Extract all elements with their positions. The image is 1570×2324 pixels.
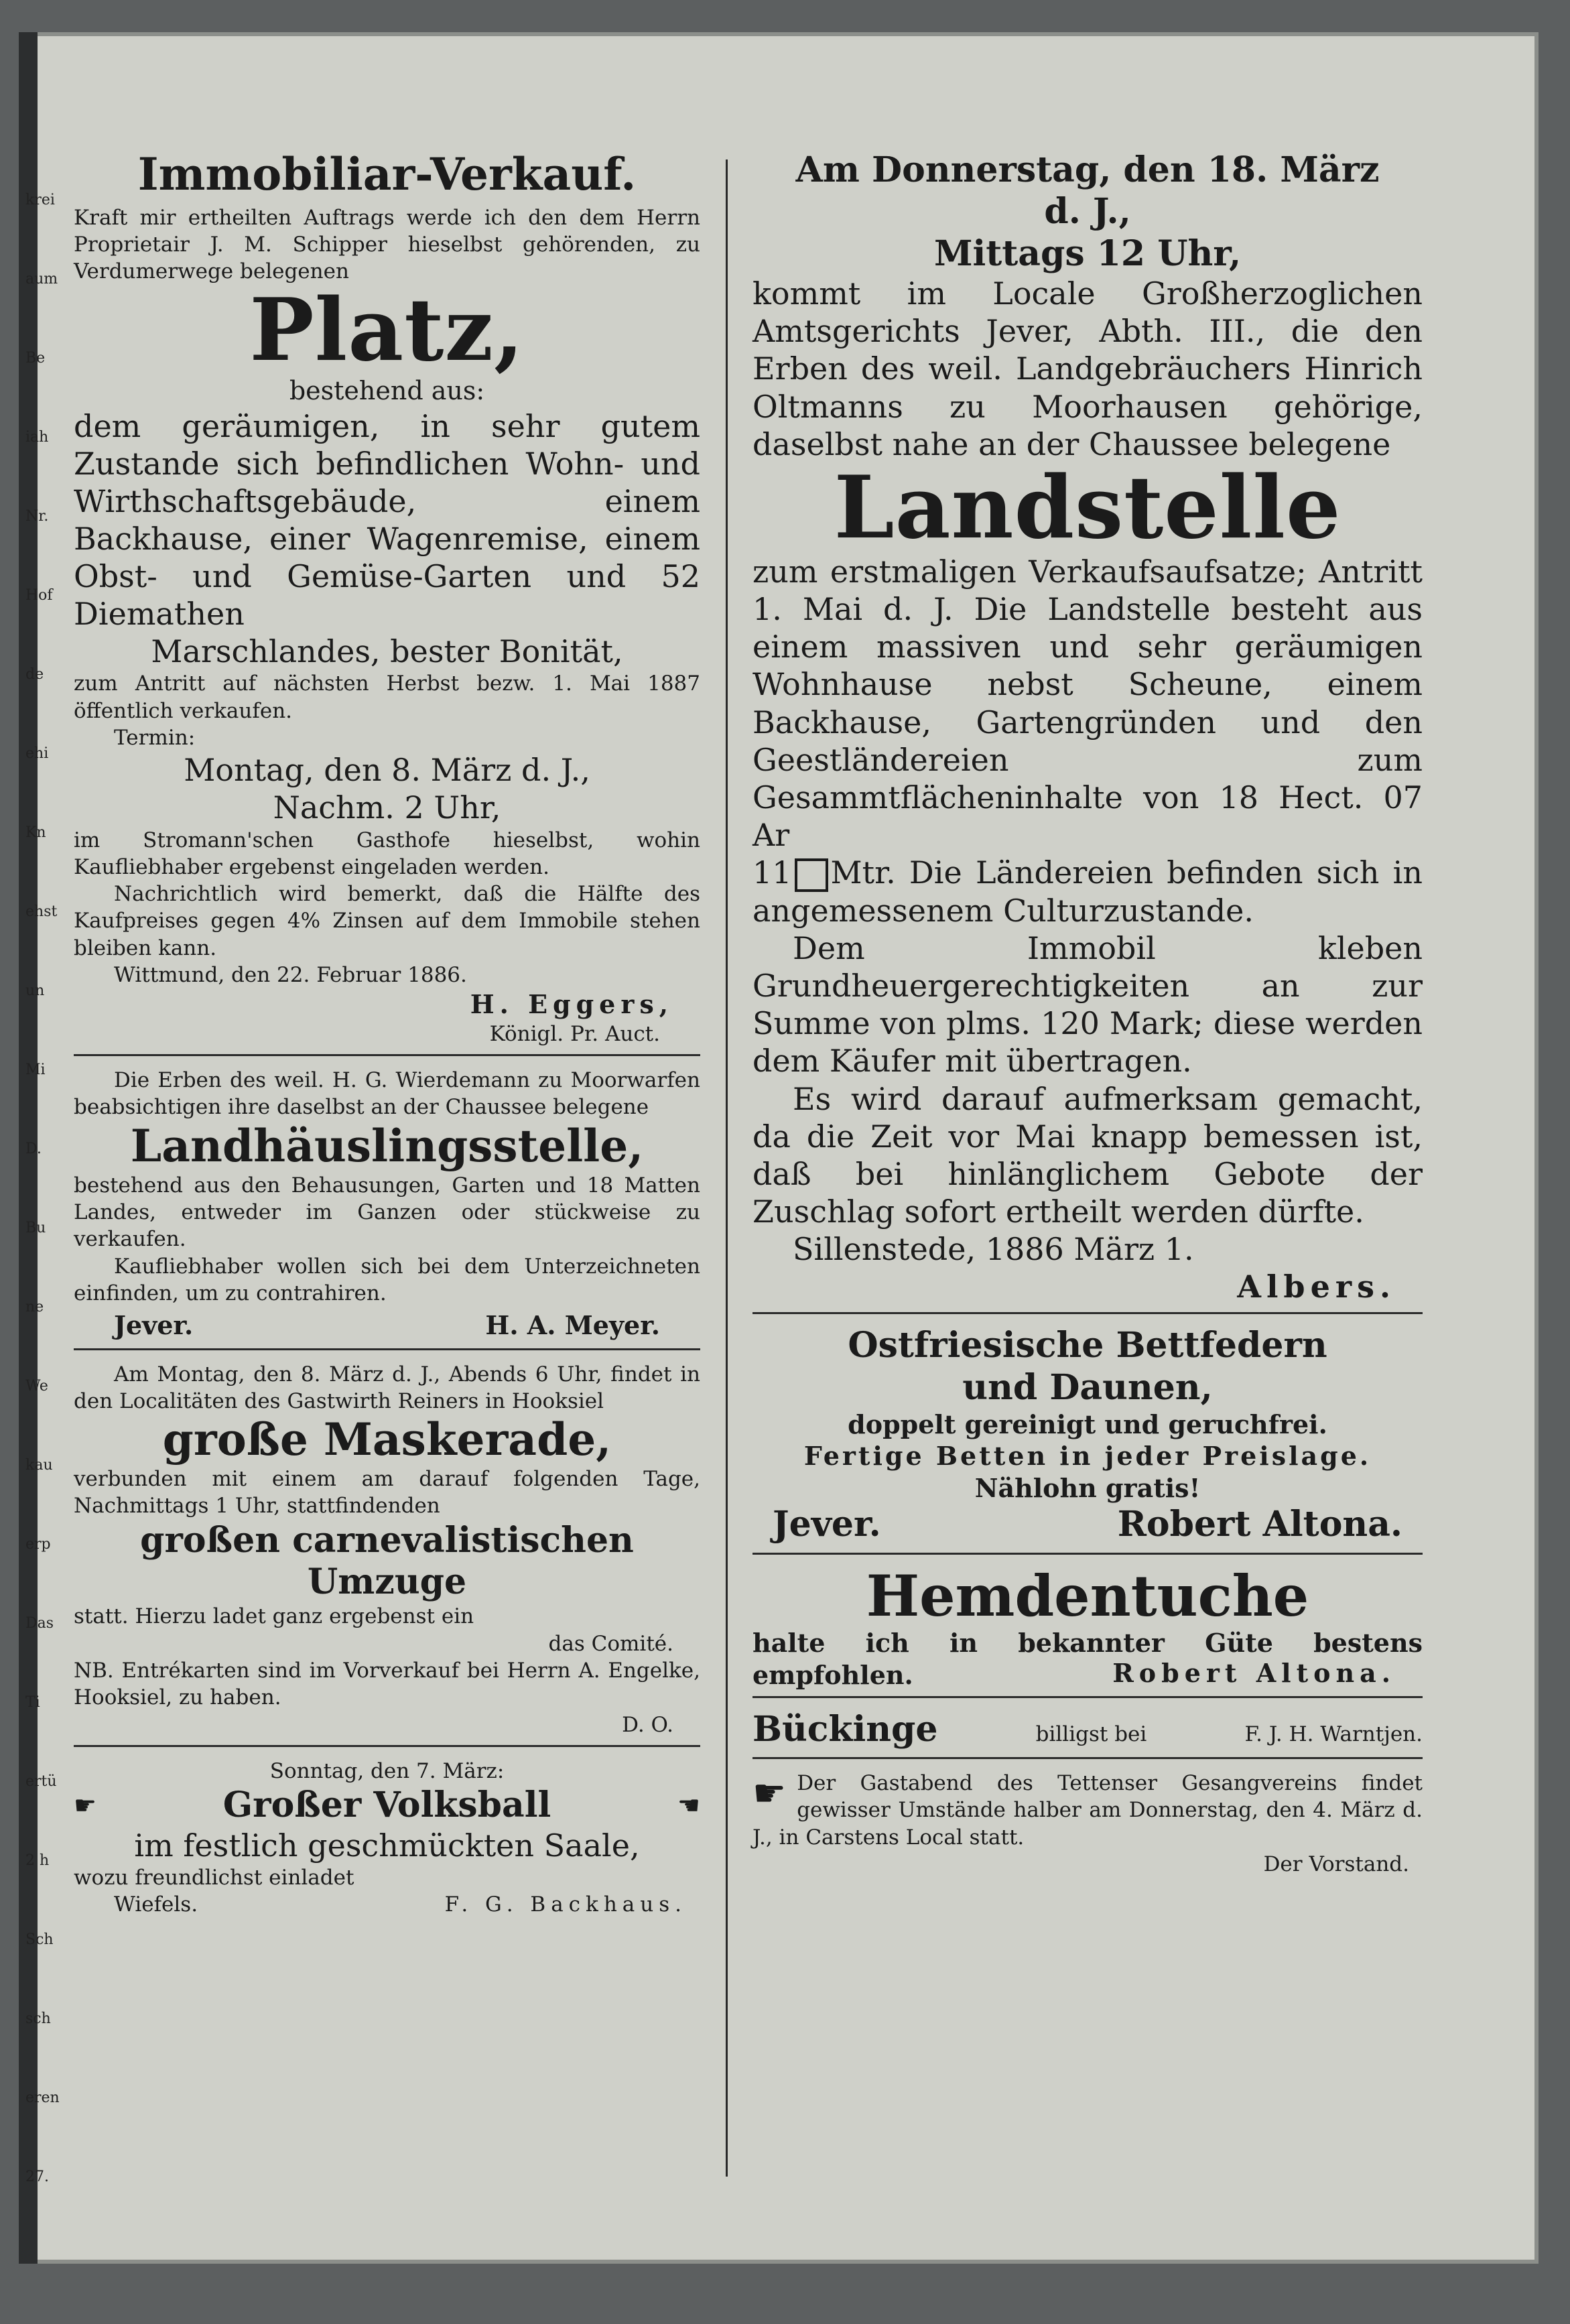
ad-signature: das Comité. [548, 1631, 673, 1656]
ad-nb-signature: D. O. [622, 1712, 673, 1737]
ad-place: Jever. [114, 1310, 194, 1341]
binding-fragment: Ti [25, 1694, 40, 1711]
ad-line-3: Nählohn gratis! [974, 1472, 1201, 1503]
ad-title: Hemdentuche [866, 1562, 1309, 1629]
ad-title: große Maskerade, [162, 1413, 612, 1466]
pointing-hand-right-icon: ☛ [753, 1772, 787, 1816]
pointing-hand-right-icon: ☛ [74, 1791, 97, 1821]
binding-margin [24, 32, 58, 2264]
binding-fragment: un [25, 982, 45, 999]
ad-description-2: Dem Immobil kleben Grundheuergerechtigkeiten an zur Summe von plms. 120 Mark; diese werden dem Käufer mit übertragen. [753, 930, 1423, 1080]
ad-date: Sonntag, den 7. März: [269, 1758, 505, 1783]
ad-invite: statt. Hierzu ladet ganz ergebenst ein [74, 1604, 474, 1629]
ad-title: Großer Volksball [222, 1785, 551, 1826]
binding-fragment: D. [25, 1141, 42, 1157]
ad-intro: kommt im Locale Großherzoglichen Amtsgerichts Jever, Abth. III., die den Erben des weil. Landgebräuchers Hinrich Oltmanns zu Moorhausen gehörige, daselbst nahe an der Chaussee belegene [753, 275, 1423, 462]
binding-fragment: 2 h [25, 1852, 50, 1869]
ad-title: Bückinge [753, 1708, 938, 1750]
binding-fragment: Kn [25, 824, 46, 841]
rule [753, 1696, 1423, 1698]
ad-intro: Kraft mir ertheilten Auftrags werde ich den dem Herrn Proprietair J. M. Schipper hieselbst gehörenden, zu Verdumerwege belegenen [74, 205, 700, 284]
ad-landstelle [753, 149, 1423, 1305]
ad-place: im Stromann'schen Gasthofe hieselbst, wohin Kaufliebhaber ergebenst eingeladen werden. [74, 828, 700, 879]
ad-description: halte ich in bekannter Güte bestens empfohlen. [753, 1628, 1423, 1690]
ad-description: dem geräumigen, in sehr gutem Zustande sich befindlichen Wohn- und Wirthschaftsgebäude, einem Backhause, einer Wagenremise, einem Obst- und Gemüse-Garten und 52 Diemathen [74, 407, 700, 633]
rule [74, 1745, 700, 1747]
binding-fragment: aum [25, 271, 58, 287]
binding-fragment: Nr. [25, 508, 49, 525]
ad-date: Montag, den 8. März d. J., [184, 752, 590, 789]
ad-bettfedern [753, 1325, 1423, 1546]
ad-intro: Die Erben des weil. H. G. Wierdemann zu Moorwarfen beabsichtigen ihre daselbst an der Chaussee belegene [74, 1068, 700, 1120]
ad-description: bestehend aus den Behausungen, Garten und 18 Matten Landes, entweder im Ganzen oder stückweise zu verkaufen. [74, 1173, 700, 1252]
binding-fragment: ertü [25, 1773, 57, 1790]
ad-signature: F. J. H. Warntjen. [1244, 1722, 1423, 1746]
ad-title: Landhäuslingsstelle, [130, 1119, 644, 1172]
ad-title: Immobiliar-Verkauf. [137, 148, 637, 200]
binding-fragment: Sch [25, 1931, 54, 1948]
ad-signature: Albers. [1237, 1269, 1396, 1305]
ad-place-2: Wiefels. [114, 1892, 198, 1917]
left-column [74, 149, 700, 1918]
binding-fragment: Be [25, 350, 46, 367]
area-text: Mtr. Die Ländereien befinden sich in angemessenem Culturzustande. [753, 854, 1423, 929]
ad-gastabend [753, 1770, 1423, 1878]
ad-signature: Robert Altona. [1112, 1658, 1396, 1689]
binding-fragment: kau [25, 1457, 53, 1474]
ad-description-2: Marschlandes, bester Bonität, [151, 633, 623, 670]
binding-fragment: ehi [25, 745, 49, 762]
ad-bueckinge [753, 1709, 1423, 1750]
ad-role: Königl. Pr. Auct. [489, 1021, 660, 1046]
pointing-hand-left-icon: ☚ [677, 1791, 700, 1821]
ad-title-2: großen carnevalistischen [140, 1519, 634, 1561]
ad-place: Jever. [773, 1504, 881, 1545]
ad-line-2: Fertige Betten in jeder Preislage. [803, 1441, 1372, 1472]
binding-fragment: eren [25, 2089, 60, 2106]
ad-dateline: Sillenstede, 1886 März 1. [793, 1230, 1194, 1267]
binding-fragment: iah [25, 429, 49, 446]
ad-title-3: Umzuge [307, 1561, 467, 1603]
ad-note: Kaufliebhaber wollen sich bei dem Unterzeichneten einfinden, um zu contrahiren. [74, 1254, 700, 1305]
ad-dateline: Wittmund, den 22. Februar 1886. [114, 963, 467, 988]
ad-description-area [753, 854, 1423, 929]
ad-hemdentuche [753, 1562, 1423, 1690]
ad-termin-label: Termin: [114, 726, 196, 751]
ad-place: im festlich geschmückten Saale, [134, 1827, 640, 1864]
right-column [753, 149, 1423, 1878]
binding-fragment: krei [25, 192, 55, 208]
ad-head-1: Am Donnerstag, den 18. März [795, 149, 1380, 190]
ad-item: Platz, [249, 279, 525, 381]
ad-signature: H. A. Meyer. [485, 1310, 660, 1341]
ad-title: Landstelle [834, 457, 1342, 558]
ad-head-2: d. J., [1044, 191, 1131, 233]
rule [753, 1757, 1423, 1759]
ad-head-3: Mittags 12 Uhr, [933, 233, 1242, 274]
ad-signature: F. G. Backhaus. [444, 1892, 687, 1917]
binding-fragment: Das [25, 1615, 54, 1632]
ad-intro: Am Montag, den 8. März d. J., Abends 6 Uhr, findet in den Localitäten des Gastwirth Reiners in Hooksiel [74, 1362, 700, 1413]
binding-fragment: ehst [25, 903, 58, 920]
ad-signature: Robert Altona. [1117, 1504, 1402, 1545]
ad-signature: Der Vorstand. [1263, 1852, 1409, 1877]
rule [753, 1312, 1423, 1314]
binding-fragment: Mi [25, 1061, 46, 1078]
rule [74, 1054, 700, 1056]
ad-landhaeuslingsstelle [74, 1067, 700, 1341]
ad-description-3: Es wird darauf aufmerksam gemacht, da die Zeit vor Mai knapp bemessen ist, daß bei hinlänglichem Gebote der Zuschlag sofort ertheilt werden dürfte. [753, 1080, 1423, 1230]
ad-note: Nachrichtlich wird bemerkt, daß die Hälfte des Kaufpreises gegen 4% Zinsen auf dem Immobile stehen bleiben kann. [74, 882, 700, 960]
ad-description: verbunden mit einem am darauf folgenden Tage, Nachmittags 1 Uhr, stattfindenden [74, 1467, 700, 1519]
ad-signature: H. Eggers, [470, 989, 673, 1020]
square-unit-icon [795, 858, 828, 892]
column-divider [726, 159, 728, 2177]
ad-immobiliar-verkauf [74, 149, 700, 1047]
binding-fragment: We [25, 1378, 48, 1395]
ad-description: zum erstmaligen Verkaufsaufsatze; Antritt 1. Mai d. J. Die Landstelle besteht aus einem massiven und sehr geräumigen Wohnhause nebst Scheune, einem Backhause, Gartengründen und den Geestländereien zum Gesammtflächeninhalte von 18 Hect. 07 Ar [753, 554, 1423, 853]
rule [74, 1348, 700, 1350]
newspaper-page [19, 32, 1539, 2264]
binding-fragment: Bu [25, 1220, 46, 1236]
ad-title-1: Ostfriesische Bettfedern [848, 1325, 1327, 1366]
ad-volksball [74, 1758, 700, 1918]
binding-fragment: 27. [25, 2169, 49, 2185]
binding-fragment: de [25, 666, 44, 683]
ad-text: Der Gastabend des Tettenser Gesangvereins findet gewisser Umstände halber am Donnerstag, den 4. März d. J., in Carstens Local statt. [753, 1771, 1423, 1850]
binding-fragment: Hof [25, 587, 53, 604]
ad-description: billigst bei [1035, 1722, 1147, 1746]
binding-fragment: erp [25, 1536, 51, 1553]
area-number: 11 [753, 854, 792, 891]
ad-sale-terms: zum Antritt auf nächsten Herbst bezw. 1. Mai 1887 öffentlich verkaufen. [74, 671, 700, 723]
binding-fragment: ne [25, 1299, 44, 1315]
ad-invite: wozu freundlichst einladet [74, 1865, 354, 1890]
ad-time: Nachm. 2 Uhr, [273, 789, 501, 826]
ad-consisting: bestehend aus: [289, 376, 485, 406]
ad-nb: NB. Entrékarten sind im Vorverkauf bei Herrn A. Engelke, Hooksiel, zu haben. [74, 1659, 700, 1710]
binding-fragment: sch [25, 2010, 51, 2027]
rule [753, 1553, 1423, 1555]
ad-subtitle: doppelt gereinigt und geruchfrei. [848, 1409, 1327, 1439]
ad-title-2: und Daunen, [962, 1366, 1213, 1408]
ad-maskerade [74, 1361, 700, 1738]
